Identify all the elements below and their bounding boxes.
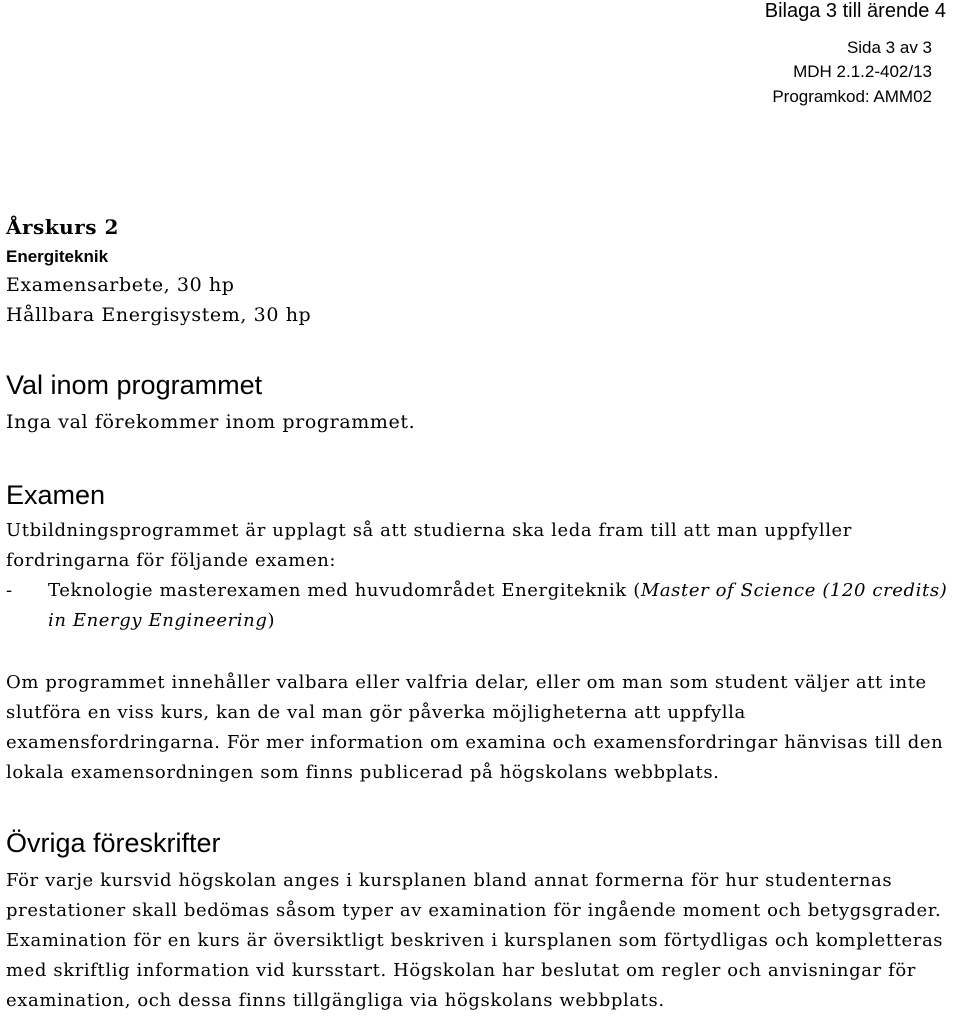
section-heading-ovriga: Övriga föreskrifter (6, 828, 221, 858)
year-heading: Årskurs 2 (6, 215, 119, 239)
degree-swedish: Teknologie masterexamen med huvudområdet Energiteknik ( (48, 580, 641, 601)
degree-list-item (6, 576, 956, 636)
section-heading-val: Val inom programmet (6, 370, 263, 400)
section-heading-examen: Examen (6, 480, 106, 510)
examen-note: Om programmet innehåller valbara eller valfria delar, eller om man som student väljer att inte slutföra en viss kurs, kan de val man gör påverka möjligheterna att uppfylla examensfordringarna. För mer information om examina och examensfordringar hänvisas till den lokala examensordningen som finns publicerad på högskolans webbplats. (6, 672, 944, 783)
specialization-heading: Energiteknik (6, 247, 109, 266)
degree-text (48, 576, 948, 636)
degree-close: ) (267, 610, 276, 631)
ovriga-text: För varje kursvid högskolan anges i kursplanen bland annat formerna för hur studenternas prestationer skall bedömas såsom typer av examination för ingående moment och betygsgrader. Examination för en kurs är översiktligt beskriven i kursplanen som förtydligas och kompletteras med skriftlig information vid kursstart. Högskolan har beslutat om regler och anvisningar för examination, och dessa finns tillgängliga via högskolans webbplats. (6, 870, 944, 1011)
course-item: Hållbara Energisystem, 30 hp (6, 304, 312, 326)
val-text: Inga val förekommer inom programmet. (6, 411, 416, 433)
examen-intro: Utbildningsprogrammet är upplagt så att studierna ska leda fram till att man uppfyller fordringarna för följande examen: (6, 520, 853, 571)
page-number: Sida 3 av 3 (846, 38, 932, 57)
appendix-title: Bilaga 3 till ärende 4 (764, 0, 946, 22)
list-dash: - (6, 580, 13, 601)
program-code: Programkod: AMM02 (772, 87, 932, 106)
document-reference: MDH 2.1.2-402/13 (793, 62, 932, 81)
degree-english: Master of Science (120 credits) in Energy Engineering (48, 580, 948, 631)
course-item: Examensarbete, 30 hp (6, 274, 235, 296)
